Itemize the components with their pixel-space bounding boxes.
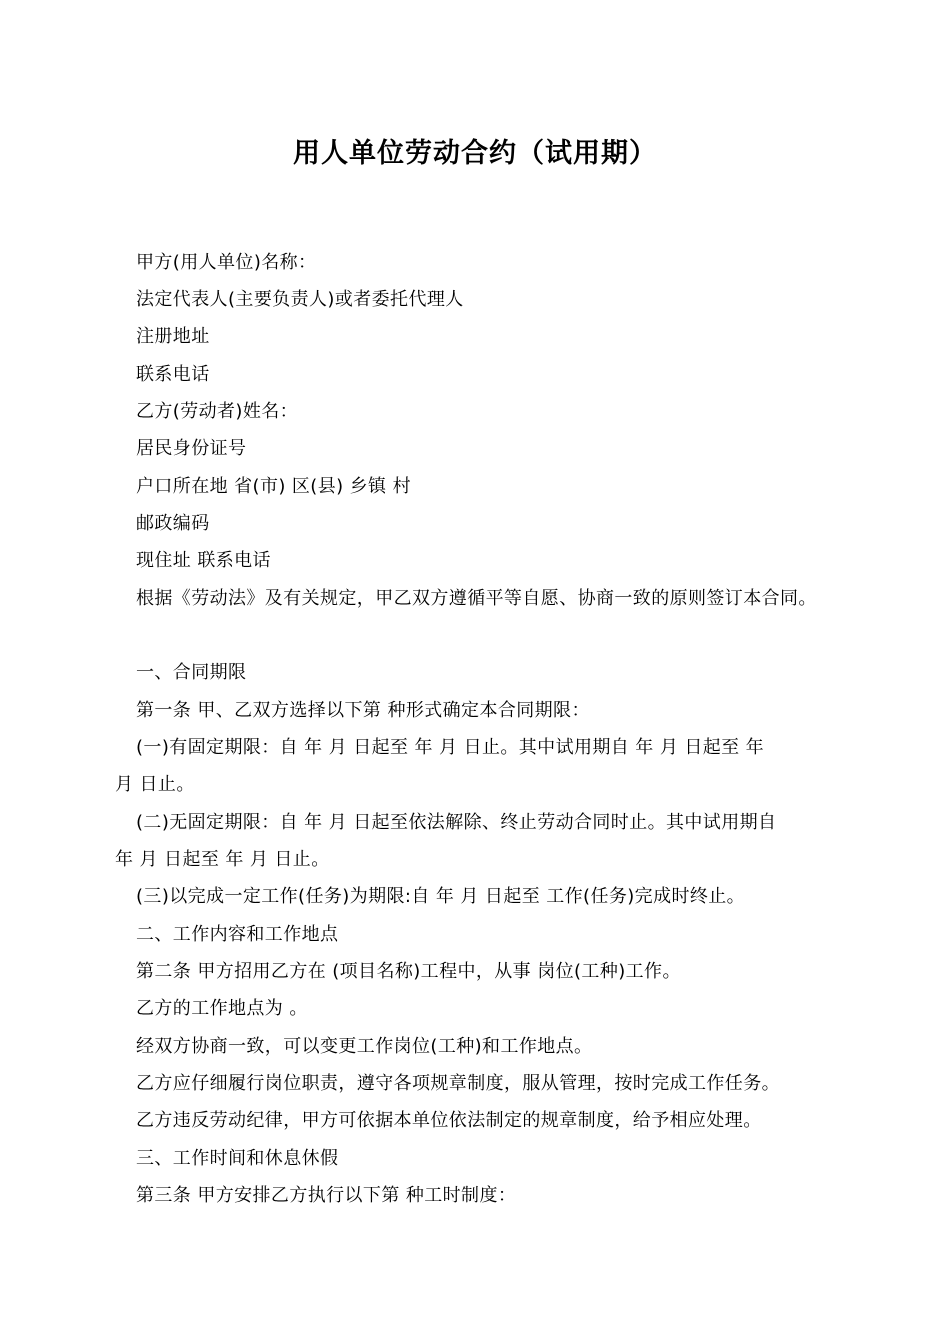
duties-line: 乙方应仔细履行岗位职责，遵守各项规章制度，服从管理，按时完成工作任务。 bbox=[136, 1073, 780, 1094]
id-number-line: 居民身份证号 bbox=[136, 438, 247, 459]
task-term-line: (三)以完成一定工作(任务)为期限:自 年 月 日起至 工作(任务)完成时终止。 bbox=[136, 886, 746, 907]
section-heading-working-hours: 三、工作时间和休息休假 bbox=[136, 1148, 339, 1169]
work-location-line: 乙方的工作地点为 。 bbox=[136, 998, 308, 1019]
article-2-line: 第二条 甲方招用乙方在 (项目名称)工程中，从事 岗位(工种)工作。 bbox=[136, 961, 681, 982]
fixed-term-line-2: 月 日止。 bbox=[115, 774, 195, 795]
discipline-line: 乙方违反劳动纪律，甲方可依据本单位依法制定的规章制度，给予相应处理。 bbox=[136, 1110, 762, 1131]
postal-code-line: 邮政编码 bbox=[136, 513, 210, 534]
section-heading-work-content: 二、工作内容和工作地点 bbox=[136, 924, 339, 945]
party-a-name-line: 甲方(用人单位)名称： bbox=[136, 252, 317, 273]
article-1-line: 第一条 甲、乙双方选择以下第 种形式确定本合同期限： bbox=[136, 700, 590, 721]
preamble-paragraph: 根据《劳动法》及有关规定，甲乙双方遵循平等自愿、协商一致的原则签订本合同。 bbox=[136, 588, 817, 609]
current-address-line: 现住址 联系电话 bbox=[136, 550, 271, 571]
section-heading-contract-term: 一、合同期限 bbox=[136, 662, 247, 683]
article-3-line: 第三条 甲方安排乙方执行以下第 种工时制度： bbox=[136, 1185, 517, 1206]
party-b-name-line: 乙方(劳动者)姓名： bbox=[136, 401, 299, 422]
open-term-line-1: (二)无固定期限：自 年 月 日起至依法解除、终止劳动合同时止。其中试用期自 bbox=[136, 812, 777, 833]
registered-address-line: 注册地址 bbox=[136, 326, 210, 347]
position-change-line: 经双方协商一致，可以变更工作岗位(工种)和工作地点。 bbox=[136, 1036, 593, 1057]
household-registration-line: 户口所在地 省(市) 区(县) 乡镇 村 bbox=[136, 476, 411, 497]
document-title: 用人单位劳动合约（试用期） bbox=[293, 138, 657, 169]
open-term-line-2: 年 月 日起至 年 月 日止。 bbox=[115, 849, 330, 870]
fixed-term-line-1: (一)有固定期限：自 年 月 日起至 年 月 日止。其中试用期自 年 月 日起至 年 bbox=[136, 737, 765, 758]
party-a-phone-line: 联系电话 bbox=[136, 364, 210, 385]
legal-representative-line: 法定代表人(主要负责人)或者委托代理人 bbox=[136, 289, 464, 310]
